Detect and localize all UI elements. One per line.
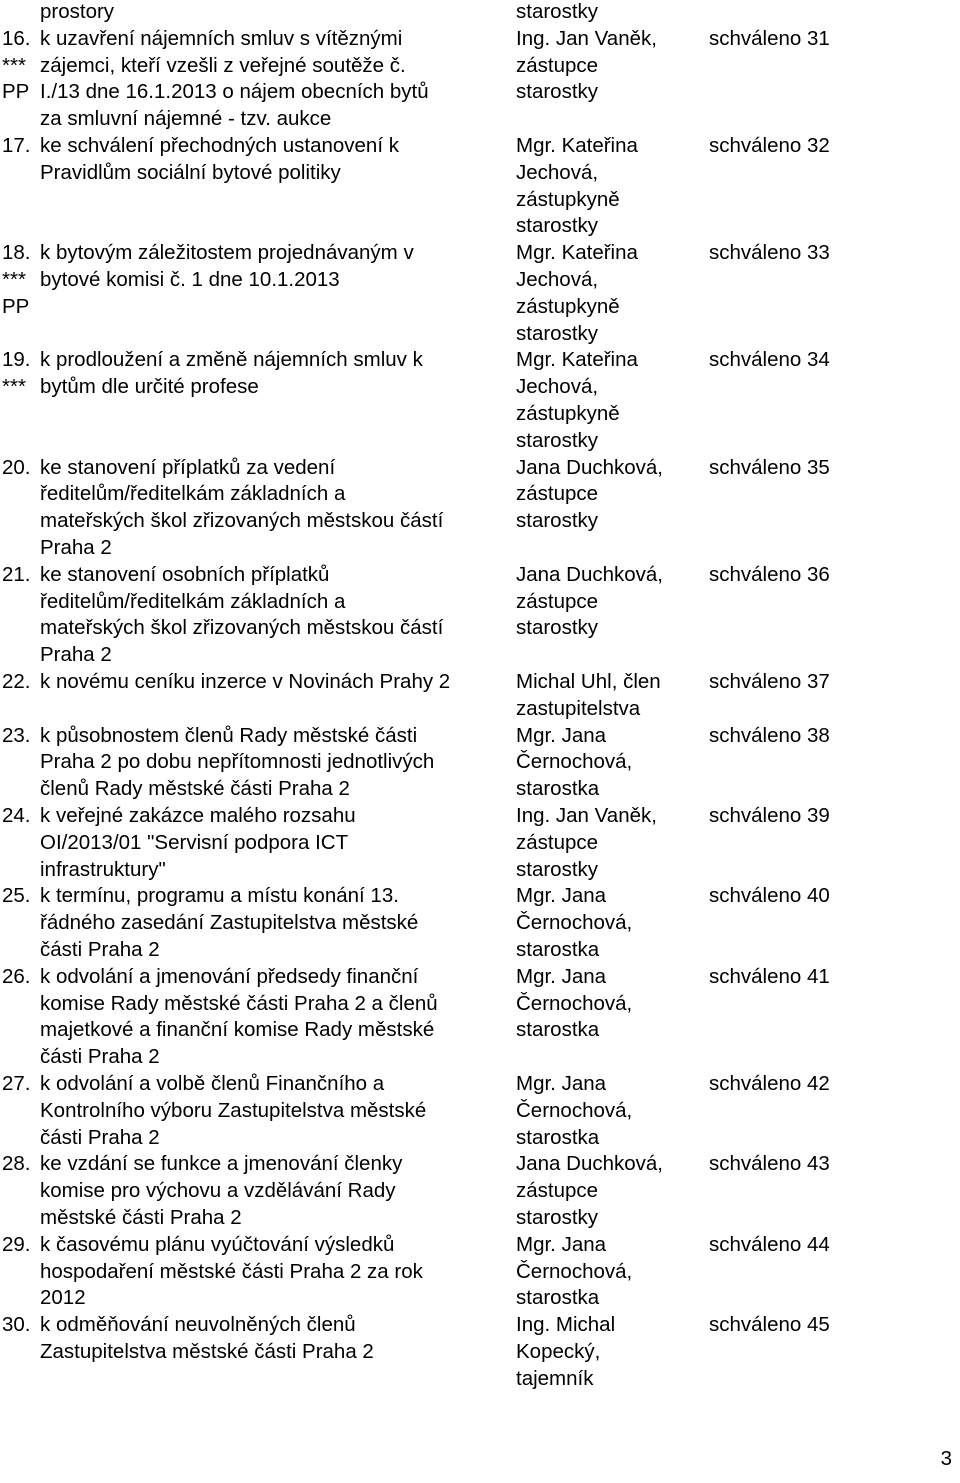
item-submitter-line: starostky — [516, 509, 599, 533]
item-subject-line: části Praha 2 — [40, 1125, 160, 1149]
item-number-line: 25. — [2, 884, 31, 908]
item-subject-line: infrastruktury" — [40, 857, 166, 881]
item-number-line: 27. — [2, 1072, 31, 1095]
item-submitter-line: Ing. Jan Vaněk, — [516, 26, 657, 50]
item-subject-line: Praha 2 po dobu nepřítomnosti jednotlivých — [40, 750, 435, 774]
item-number-line: 22. — [2, 670, 31, 693]
item-status: schváleno 44 — [709, 1232, 830, 1256]
item-number-line: 23. — [2, 723, 31, 747]
item-subject-line: části Praha 2 — [40, 938, 160, 961]
item-status: schváleno 37 — [709, 670, 830, 693]
item-submitter-line: tajemník — [516, 1366, 594, 1390]
item-subject-line: ke schválení přechodných ustanovení k — [40, 134, 399, 157]
item-subject-line: ředitelům/ředitelkám základních a — [40, 589, 346, 613]
item-number-line: PP — [2, 80, 30, 104]
item-subject-line: Zastupitelstva městské části Praha 2 — [40, 1340, 374, 1363]
item-subject-line: k odvolání a jmenování předsedy finanční — [40, 964, 419, 988]
item-number-line: 26. — [2, 964, 31, 988]
item-subject-line: k bytovým záležitostem projednávaným v — [40, 241, 414, 265]
item-subject-line: k odměňování neuvolněných členů — [40, 1313, 356, 1337]
item-submitter-line: starostky — [516, 857, 599, 881]
item-submitter-line: zástupce — [516, 53, 599, 77]
item-subject-line: bytům dle určité profese — [40, 375, 259, 399]
item-subject-line: ke stanovení osobních příplatků — [40, 562, 330, 586]
item-submitter-line: zástupkyně — [516, 187, 620, 211]
item-subject-line: části Praha 2 — [40, 1045, 160, 1069]
item-status: schváleno 35 — [709, 455, 830, 479]
item-submitter-line: Jana Duchková, — [516, 455, 664, 479]
item-number-line: *** — [2, 375, 26, 399]
item-subject-line: za smluvní nájemné - tzv. aukce — [40, 107, 332, 131]
item-subject-line: majetkové a finanční komise Rady městské — [40, 1018, 435, 1042]
item-submitter-line: Jechová, — [516, 268, 599, 291]
item-submitter-line: zástupce — [516, 482, 599, 506]
item-submitter-line: starostky — [516, 1206, 599, 1229]
item-subject-line: prostory — [40, 0, 115, 23]
item-subject-line: k působnostem členů Rady městské části — [40, 723, 418, 747]
item-submitter-line: Jechová, — [516, 160, 599, 184]
item-status: schváleno 31 — [709, 26, 830, 50]
item-status: schváleno 34 — [709, 348, 830, 372]
item-submitter-line: Jechová, — [516, 375, 599, 399]
item-number-line: 16. — [2, 26, 31, 50]
item-subject-line: ke vzdání se funkce a jmenování členky — [40, 1152, 403, 1176]
item-number-line: PP — [2, 294, 30, 318]
item-subject-line: k prodloužení a změně nájemních smluv k — [40, 348, 423, 372]
item-submitter-line: starostky — [516, 616, 599, 640]
item-subject-line: k uzavření nájemních smluv s vítěznými — [40, 26, 403, 50]
item-submitter-line: Černochová, — [516, 911, 633, 935]
item-number-line: 17. — [2, 134, 31, 157]
item-subject-line: k odvolání a volbě členů Finančního a — [40, 1072, 385, 1095]
item-subject-line: Kontrolního výboru Zastupitelstva městské — [40, 1098, 427, 1122]
item-number-line: 19. — [2, 348, 31, 372]
item-status: schváleno 40 — [709, 884, 830, 908]
item-submitter-line: zástupkyně — [516, 402, 620, 425]
item-submitter-line: starostka — [516, 938, 600, 961]
item-submitter-line: Mgr. Jana — [516, 723, 607, 747]
item-submitter-line: starostky — [516, 321, 599, 345]
item-number-line: *** — [2, 268, 26, 291]
item-status: schváleno 39 — [709, 804, 830, 827]
item-submitter-line: starostka — [516, 1125, 600, 1149]
item-number-line: 28. — [2, 1152, 31, 1176]
item-submitter-line: Mgr. Kateřina — [516, 134, 638, 157]
item-subject-line: Praha 2 — [40, 643, 112, 667]
item-submitter-line: starostky — [516, 214, 599, 238]
item-status: schváleno 36 — [709, 562, 830, 586]
item-status: schváleno 45 — [709, 1313, 830, 1337]
item-subject-line: k veřejné zakázce malého rozsahu — [40, 804, 356, 827]
item-subject-line: hospodaření městské části Praha 2 za rok — [40, 1259, 423, 1283]
item-submitter-line: Černochová, — [516, 991, 633, 1015]
item-submitter-line: zastupitelstva — [516, 696, 641, 720]
item-subject-line: k novému ceníku inzerce v Novinách Prahy 2 — [40, 670, 451, 693]
item-number-line: 29. — [2, 1232, 31, 1256]
item-subject-line: 2012 — [40, 1286, 86, 1310]
item-submitter-line: Michal Uhl, člen — [516, 670, 661, 693]
item-number-line: *** — [2, 53, 26, 77]
item-submitter-line: Ing. Jan Vaněk, — [516, 804, 657, 827]
item-subject-line: mateřských škol zřizovaných městskou částí — [40, 509, 444, 533]
item-submitter-line: Mgr. Kateřina — [516, 241, 638, 265]
page-number: 3 — [940, 1447, 952, 1470]
item-subject-line: komise Rady městské části Praha 2 a členů — [40, 991, 438, 1015]
item-subject-line: členů Rady městské části Praha 2 — [40, 777, 350, 801]
item-submitter-line: Mgr. Jana — [516, 964, 607, 988]
item-submitter-line: Černochová, — [516, 750, 633, 774]
item-submitter-line: Černochová, — [516, 1098, 633, 1122]
item-submitter-line: Jana Duchková, — [516, 1152, 664, 1176]
item-subject-line: I./13 dne 16.1.2013 o nájem obecních bytů — [40, 80, 429, 104]
item-submitter-line: zástupkyně — [516, 294, 620, 318]
item-status: schváleno 41 — [709, 964, 830, 988]
item-submitter-line: zástupce — [516, 830, 599, 854]
item-number-line: 21. — [2, 562, 31, 586]
item-submitter-line: Mgr. Jana — [516, 1232, 607, 1256]
item-number-line: 20. — [2, 455, 31, 479]
item-submitter-line: Mgr. Jana — [516, 1072, 607, 1095]
item-status: schváleno 42 — [709, 1072, 830, 1095]
item-subject-line: ke stanovení příplatků za vedení — [40, 455, 336, 479]
item-subject-line: ředitelům/ředitelkám základních a — [40, 482, 346, 506]
item-submitter-line: zástupce — [516, 1179, 599, 1203]
item-submitter-line: Jana Duchková, — [516, 562, 664, 586]
item-submitter-line: starostka — [516, 1018, 600, 1042]
item-subject-line: komise pro výchovu a vzdělávání Rady — [40, 1179, 396, 1203]
item-subject-line: zájemci, kteří vzešli z veřejné soutěže č. — [40, 53, 406, 77]
item-status: schváleno 33 — [709, 241, 830, 265]
item-submitter-line: starostky — [516, 0, 599, 23]
item-submitter-line: Mgr. Kateřina — [516, 348, 638, 372]
item-submitter-line: Černochová, — [516, 1259, 633, 1283]
item-subject-line: bytové komisi č. 1 dne 10.1.2013 — [40, 268, 340, 291]
item-submitter-line: starostky — [516, 428, 599, 452]
item-subject-line: řádného zasedání Zastupitelstva městské — [40, 911, 419, 935]
item-subject-line: Pravidlům sociální bytové politiky — [40, 160, 341, 184]
item-submitter-line: starostka — [516, 1286, 600, 1310]
item-subject-line: k termínu, programu a místu konání 13. — [40, 884, 399, 908]
item-subject-line: mateřských škol zřizovaných městskou částí — [40, 616, 444, 640]
item-status: schváleno 43 — [709, 1152, 830, 1176]
item-submitter-line: Mgr. Jana — [516, 884, 607, 908]
item-subject-line: k časovému plánu vyúčtování výsledků — [40, 1232, 395, 1256]
item-submitter-line: Ing. Michal — [516, 1313, 616, 1337]
item-number-line: 24. — [2, 804, 31, 827]
item-number-line: 30. — [2, 1313, 31, 1337]
item-submitter-line: starostka — [516, 777, 600, 801]
item-number-line: 18. — [2, 241, 31, 265]
item-submitter-line: zástupce — [516, 589, 599, 613]
item-submitter-line: starostky — [516, 80, 599, 104]
item-status: schváleno 38 — [709, 723, 830, 747]
item-submitter-line: Kopecký, — [516, 1340, 601, 1363]
item-subject-line: Praha 2 — [40, 536, 112, 559]
item-subject-line: městské části Praha 2 — [40, 1206, 242, 1229]
item-subject-line: OI/2013/01 "Servisní podpora ICT — [40, 830, 349, 854]
item-status: schváleno 32 — [709, 134, 830, 157]
